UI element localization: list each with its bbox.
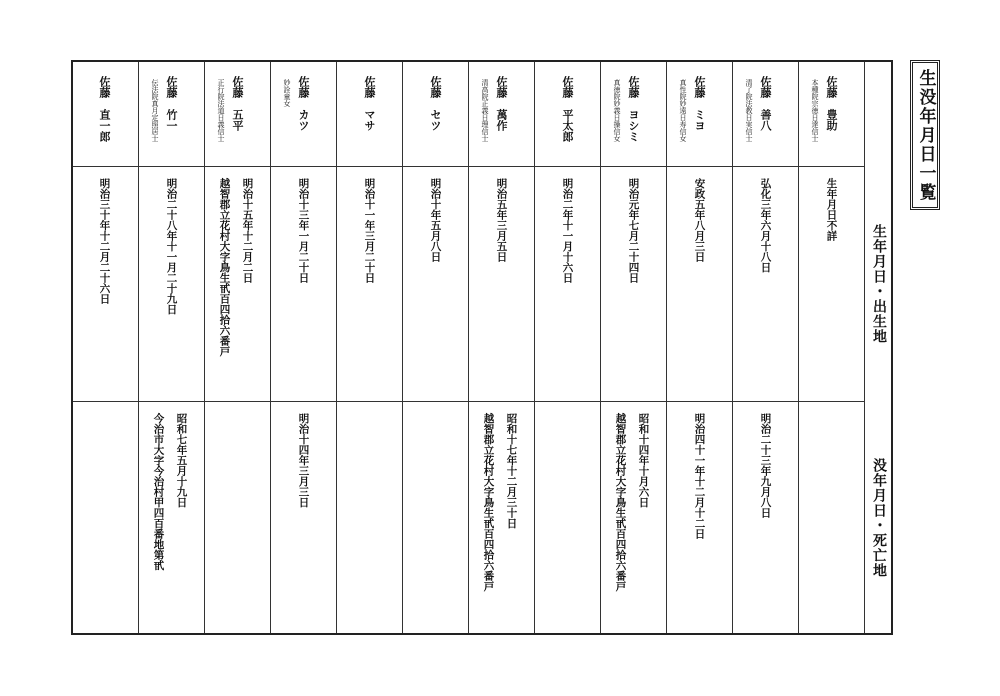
birth-cell	[271, 166, 337, 401]
birth-cell	[139, 166, 205, 401]
name-cell	[403, 62, 469, 166]
document-title-box	[910, 60, 940, 210]
person-name: 佐藤 直一郎	[98, 76, 111, 142]
death-cell	[139, 401, 205, 635]
name-cell	[601, 62, 667, 166]
person-column	[72, 62, 138, 633]
person-column	[600, 62, 667, 633]
death-cell	[205, 401, 271, 635]
person-name: 佐藤 カツ	[297, 76, 310, 131]
birth-date: 明治十五年十二月二日	[241, 178, 254, 283]
birth-cell	[337, 166, 403, 401]
death-cell	[271, 401, 337, 635]
document-title: 生没年月日一覧	[915, 68, 936, 202]
death-cell	[337, 401, 403, 635]
person-name: 佐藤 萬作	[495, 76, 508, 131]
death-cell	[733, 401, 799, 635]
person-name: 佐藤 セツ	[429, 76, 442, 131]
kaimyo-text: 本種院宗徳日達信士	[811, 79, 819, 142]
name-cell	[799, 62, 865, 166]
birth-date: 弘化三年六月十八日	[759, 178, 772, 273]
birth-cell	[72, 166, 138, 401]
birth-cell	[799, 166, 865, 401]
name-cell	[667, 62, 733, 166]
birth-cell	[205, 166, 271, 401]
birth-cell	[667, 166, 733, 401]
person-column	[138, 62, 205, 633]
name-cell	[205, 62, 271, 166]
death-cell	[535, 401, 601, 635]
name-cell	[535, 62, 601, 166]
name-cell	[72, 62, 138, 166]
birth-date: 明治十一年三月二十日	[363, 178, 376, 283]
death-cell	[601, 401, 667, 635]
person-name: 佐藤 五平	[231, 76, 244, 131]
kaimyo-text: 清高院正義日理信士	[481, 79, 489, 142]
person-name: 佐藤 竹一	[165, 76, 178, 131]
birth-date: 安政五年八月三日	[693, 178, 706, 262]
birth-date: 明治二十八年十一月二十九日	[165, 178, 178, 315]
death-cell	[799, 401, 865, 635]
birth-date: 明治三十年十二月二十六日	[98, 178, 111, 304]
death-place: 越智郡立花村大字鳥生甙百四拾六番戸	[614, 413, 627, 592]
death-cell	[403, 401, 469, 635]
birth-cell	[535, 166, 601, 401]
death-date: 昭和十四年十月六日	[637, 413, 650, 508]
person-name: 佐藤 平太郎	[561, 76, 574, 142]
kaimyo-text: 清了院法教日実信士	[745, 79, 753, 142]
death-date: 明治二十三年九月八日	[759, 413, 772, 518]
death-cell	[72, 401, 138, 635]
name-cell	[733, 62, 799, 166]
name-cell	[469, 62, 535, 166]
birth-cell	[601, 166, 667, 401]
person-column	[666, 62, 733, 633]
person-name: 佐藤 ミヨ	[693, 76, 706, 131]
birth-cell	[733, 166, 799, 401]
person-name: 佐藤 ヨシミ	[627, 76, 640, 142]
person-column	[468, 62, 535, 633]
death-place: 今治市大字今治村甲四百番地第甙	[152, 413, 165, 571]
kaimyo-text: 妙詮童女	[283, 79, 291, 107]
birth-date: 生年月日不詳	[825, 178, 838, 241]
birth-place: 越智郡立花村大字鳥生甙百四拾六番戸	[218, 178, 231, 357]
person-column	[534, 62, 601, 633]
person-name: 佐藤 豊助	[825, 76, 838, 131]
person-column	[732, 62, 799, 633]
birth-cell	[403, 166, 469, 401]
birth-row-label: 生年月日・出生地	[871, 223, 887, 344]
birth-date: 明治十三年一月二十日	[297, 178, 310, 283]
person-column	[204, 62, 271, 633]
birth-date: 明治五年三月五日	[495, 178, 508, 262]
person-column	[270, 62, 337, 633]
birth-date: 明治十年五月八日	[429, 178, 442, 262]
name-cell	[337, 62, 403, 166]
name-cell	[271, 62, 337, 166]
death-date: 明治四十一年十二月十二日	[693, 413, 706, 539]
person-name: 佐藤 マサ	[363, 76, 376, 131]
kaimyo-text: 真性院妙遠日寿信女	[679, 79, 687, 142]
death-date: 昭和十七年十二月三十日	[505, 413, 518, 529]
register-table	[71, 60, 893, 635]
person-column	[402, 62, 469, 633]
death-row-label: 没年月日・死亡地	[871, 458, 887, 578]
kaimyo-text: 伝法院真月定照居士	[151, 79, 159, 142]
person-column	[798, 62, 865, 633]
death-cell	[469, 401, 535, 635]
person-column	[336, 62, 403, 633]
death-cell	[667, 401, 733, 635]
birth-date: 明治元年七月二十四日	[627, 178, 640, 283]
birth-cell	[469, 166, 535, 401]
birth-date: 明治二年十一月十六日	[561, 178, 574, 283]
death-date: 明治十四年三月三日	[297, 413, 310, 508]
person-name: 佐藤 善八	[759, 76, 772, 131]
name-cell	[139, 62, 205, 166]
death-date: 昭和七年五月十九日	[175, 413, 188, 508]
kaimyo-text: 真徳院妙義日操信女	[613, 79, 621, 142]
death-place: 越智郡立花村大字鳥生甙百四拾六番戸	[482, 413, 495, 592]
kaimyo-text: 正行院法道日義信士	[217, 79, 225, 142]
